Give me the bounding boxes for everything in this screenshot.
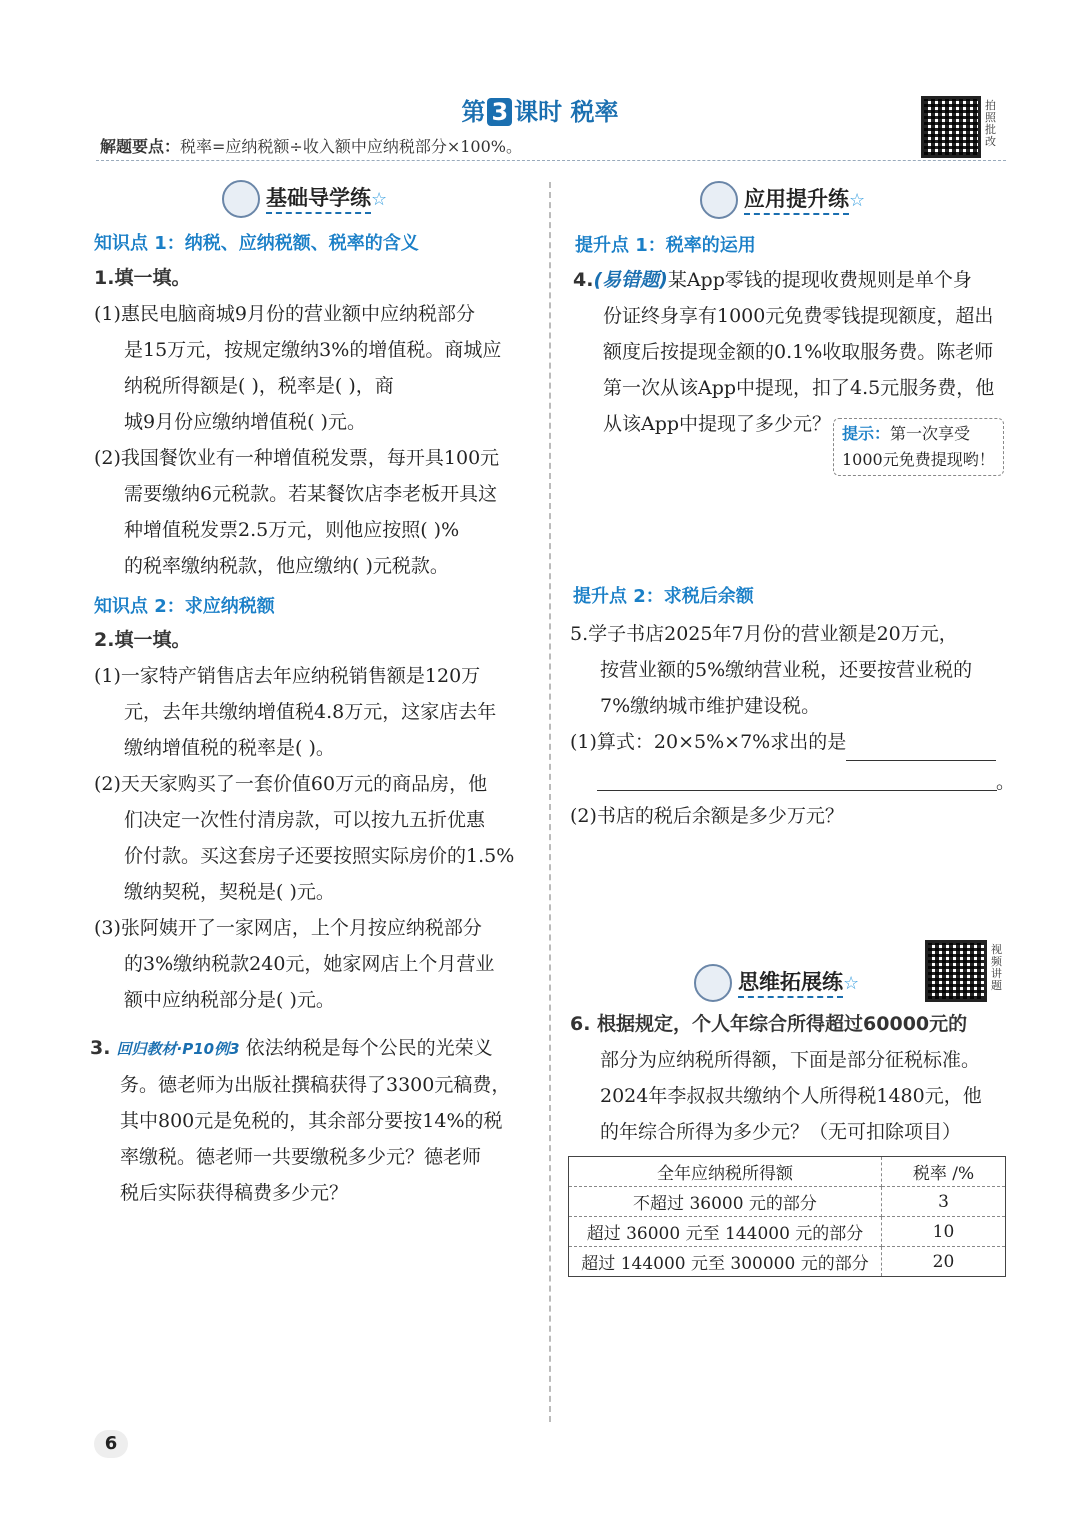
page-title: 第 3 课时 税率 (461, 98, 619, 126)
star-icon: ☆ (849, 190, 866, 211)
section-thinking: 思维拓展练☆ (694, 964, 859, 1002)
question-1: 1.填一填。 (1)惠民电脑商城9月份的营业额中应纳税部分 是15万元，按规定缴纳3%的增值税。商城应 纳税所得额是( )，税率是( )，商 城9月份应缴纳增值税( )元。 (2)我国餐饮业有一种增值税发票，每开具100元 需要缴纳6元税款。若某餐饮店李老板开具这 种增值税发票2.5万元，则他应按照( )% 的税率缴纳税款，他应缴纳( )元税款。 (94, 267, 502, 577)
tip-line: 解题要点：税率=应纳税额÷收入额中应纳税部分×100%。 (100, 137, 522, 156)
table-row (569, 1217, 1006, 1247)
table-header: 全年应纳税所得额 (569, 1157, 882, 1187)
page-number: 6 (94, 1430, 128, 1458)
section-application: 应用提升练☆ (700, 181, 865, 219)
table-row (569, 1187, 1006, 1217)
question-5-part-2: (2)书店的税后余额是多少万元？ (570, 805, 844, 827)
star-icon: ☆ (843, 973, 860, 994)
question-4: 4.(易错题)某App零钱的提现收费规则是单个身 份证终身享有1000元免费零钱提现额度，超出 额度后按提现金额的0.1%收取服务费。陈老师 第一次从该App中提现，扣了4.5元服务费，他 从该App中提现了多少元？ (573, 269, 995, 435)
table-cell: 3 (882, 1187, 1006, 1217)
question-3: 3. 回归教材·P10例3 依法纳税是每个公民的光荣义 务。德老师为出版社撰稿获得了3300元稿费， 其中800元是免税的，其余部分要按14%的税 率缴税。德老师一共要缴税多少元？德老师 税后实际获得稿费多少元？ (90, 1037, 511, 1204)
table-cell: 超过 36000 元至 144000 元的部分 (569, 1217, 882, 1247)
period: 。 (996, 771, 1016, 793)
table-row (569, 1247, 1006, 1277)
qr-label: 视频讲题 (991, 943, 1002, 992)
table-cell: 10 (882, 1217, 1006, 1247)
table-cell: 20 (882, 1247, 1006, 1277)
student-avatar-icon (700, 181, 738, 219)
qr-code-icon[interactable] (921, 96, 981, 158)
question-6: 6. 根据规定，个人年综合所得超过60000元的 部分为应纳税所得额，下面是部分征税标准。 2024年李叔叔共缴纳个人所得税1480元，他 的年综合所得为多少元？（无可扣除项目） (570, 1013, 982, 1143)
answer-line-2[interactable] (597, 776, 997, 791)
student-avatar-icon (222, 180, 260, 218)
qr-label: 拍照批改 (985, 99, 996, 148)
column-divider (549, 182, 551, 1422)
table-cell: 不超过 36000 元的部分 (569, 1187, 882, 1217)
table-header-row (569, 1157, 1006, 1187)
student-avatar-icon (694, 964, 732, 1002)
improve-point-2: 提升点 2：求税后余额 (573, 586, 754, 607)
answer-line[interactable] (846, 724, 996, 761)
hint-box: 提示：第一次享受 1000元免费提现哟！ (833, 418, 1004, 476)
table-header: 税率 /% (882, 1157, 1006, 1187)
section-basic: 基础导学练☆ (222, 180, 387, 218)
tax-table (568, 1156, 1006, 1277)
header-divider (96, 160, 1006, 161)
table-cell: 超过 144000 元至 300000 元的部分 (569, 1247, 882, 1277)
knowledge-point-1: 知识点 1：纳税、应纳税额、税率的含义 (94, 233, 419, 254)
question-5: 5.学子书店2025年7月份的营业额是20万元， 按营业额的5%缴纳营业税，还要按营业税的 7%缴纳城市维护建设税。 (570, 623, 973, 717)
qr-code-icon[interactable] (925, 940, 987, 1002)
knowledge-point-2: 知识点 2：求应纳税额 (94, 596, 275, 617)
question-5-part-1: (1)算式：20×5%×7%求出的是 (570, 724, 1010, 761)
question-2: 2.填一填。 (1)一家特产销售店去年应纳税销售额是120万 元，去年共缴纳增值税4.8万元，这家店去年 缴纳增值税的税率是( )。 (2)天天家购买了一套价值60万元的商品房，他 们决定一次性付清房款，可以按九五折优惠 价付款。买这套房子还要按照实际房价的1.5% 缴纳契税，契税是( )元。 (3)张阿姨开了一家网店，上个月按应纳税部分 的3%缴纳税款240元，她家网店上个月营业 额中应纳税部分是( )元。 (94, 629, 515, 1011)
star-icon: ☆ (371, 189, 388, 210)
improve-point-1: 提升点 1：税率的运用 (575, 235, 756, 256)
